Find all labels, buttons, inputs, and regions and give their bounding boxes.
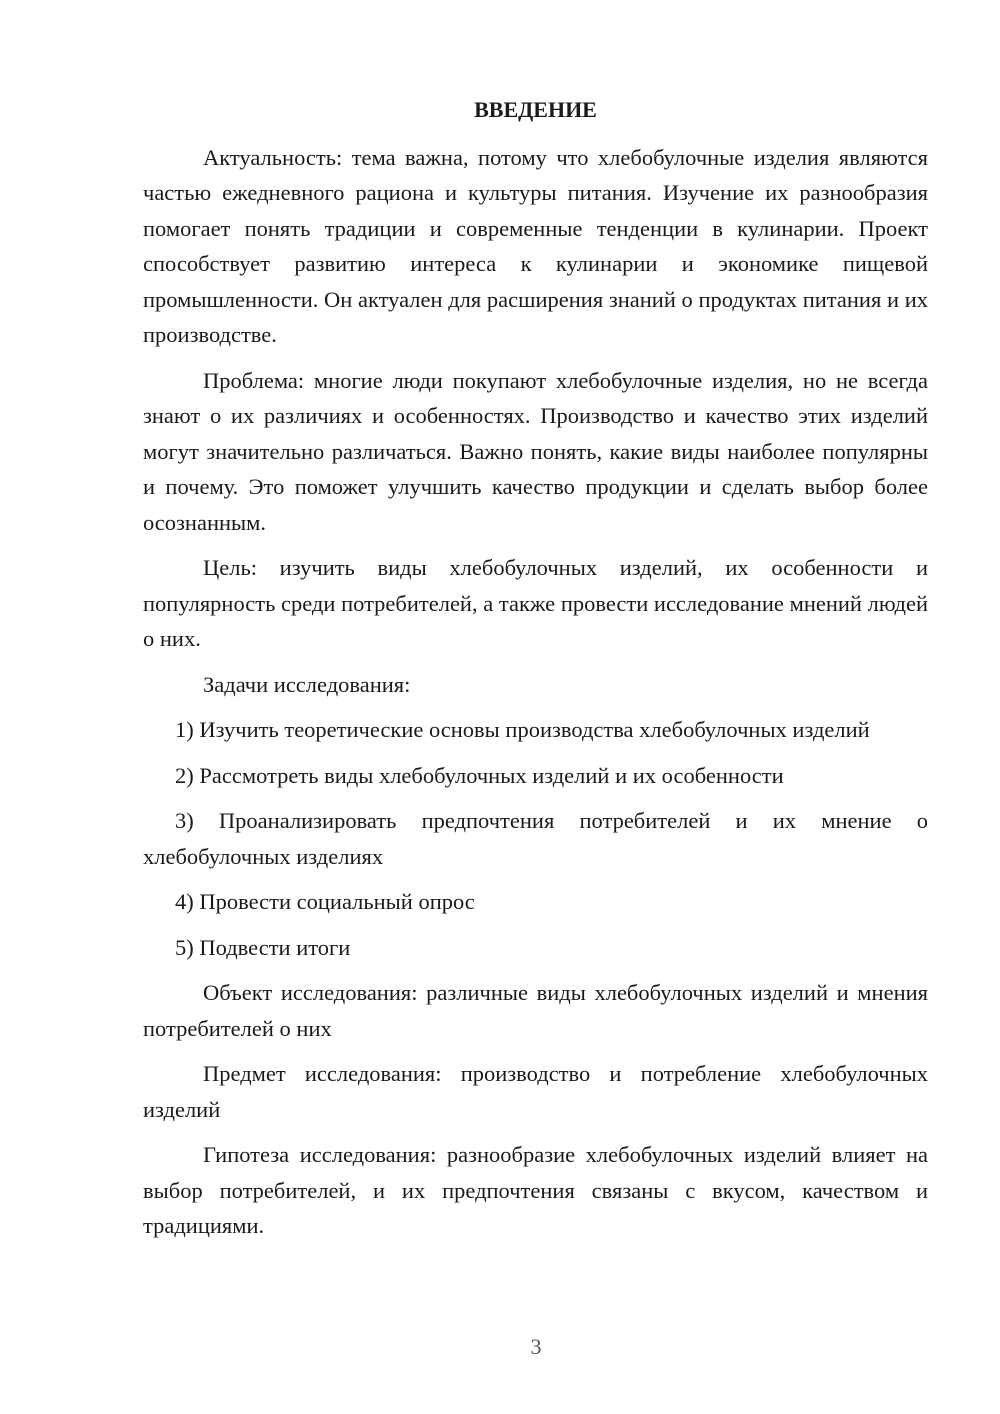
page-number: 3: [530, 1334, 542, 1359]
page-title: ВВЕДЕНИЕ: [474, 97, 597, 122]
document-page: [143, 92, 928, 1254]
paragraph-relevance: Актуальность: тема важна, потому что хлебобулочные изделия являются частью ежедневного рациона и культуры питания. Изучение их разнообразия помогает понять традиции и современные тенденции в кулинарии. Проект способствует развитию интереса к кулинарии и экономике пищевой промышленности. Он актуален для расширения знаний о продуктах питания и их производстве.: [143, 144, 928, 347]
task-item-4: 4) Провести социальный опрос: [175, 889, 475, 914]
paragraph-object: Объект исследования: различные виды хлебобулочных изделий и мнения потребителей о них: [143, 980, 928, 1041]
paragraph-goal: Цель: изучить виды хлебобулочных изделий, их особенности и популярность среди потребителей, а также провести исследование мнений людей о них.: [143, 555, 928, 651]
paragraph-subject: Предмет исследования: производство и потребление хлебобулочных изделий: [143, 1061, 928, 1122]
paragraph-problem: Проблема: многие люди покупают хлебобулочные изделия, но не всегда знают о их различиях и особенностях. Производство и качество этих изделий могут значительно различаться. Важно понять, какие виды наиболее популярны и почему. Это поможет улучшить качество продукции и сделать выбор более осознанным.: [143, 367, 928, 535]
paragraph-hypothesis: Гипотеза исследования: разнообразие хлебобулочных изделий влияет на выбор потребителей, и их предпочтения связаны с вкусом, качеством и традициями.: [143, 1142, 928, 1238]
task-item-5: 5) Подвести итоги: [175, 934, 351, 960]
task-item-3: 3) Проанализировать предпочтения потребителей и их мнение о хлебобулочных изделиях: [143, 808, 928, 869]
task-item-2: 2) Рассмотреть виды хлебобулочных изделий и их особенности: [175, 762, 784, 788]
tasks-heading: Задачи исследования:: [203, 671, 411, 697]
task-item-1: 1) Изучить теоретические основы производства хлебобулочных изделий: [175, 717, 870, 742]
